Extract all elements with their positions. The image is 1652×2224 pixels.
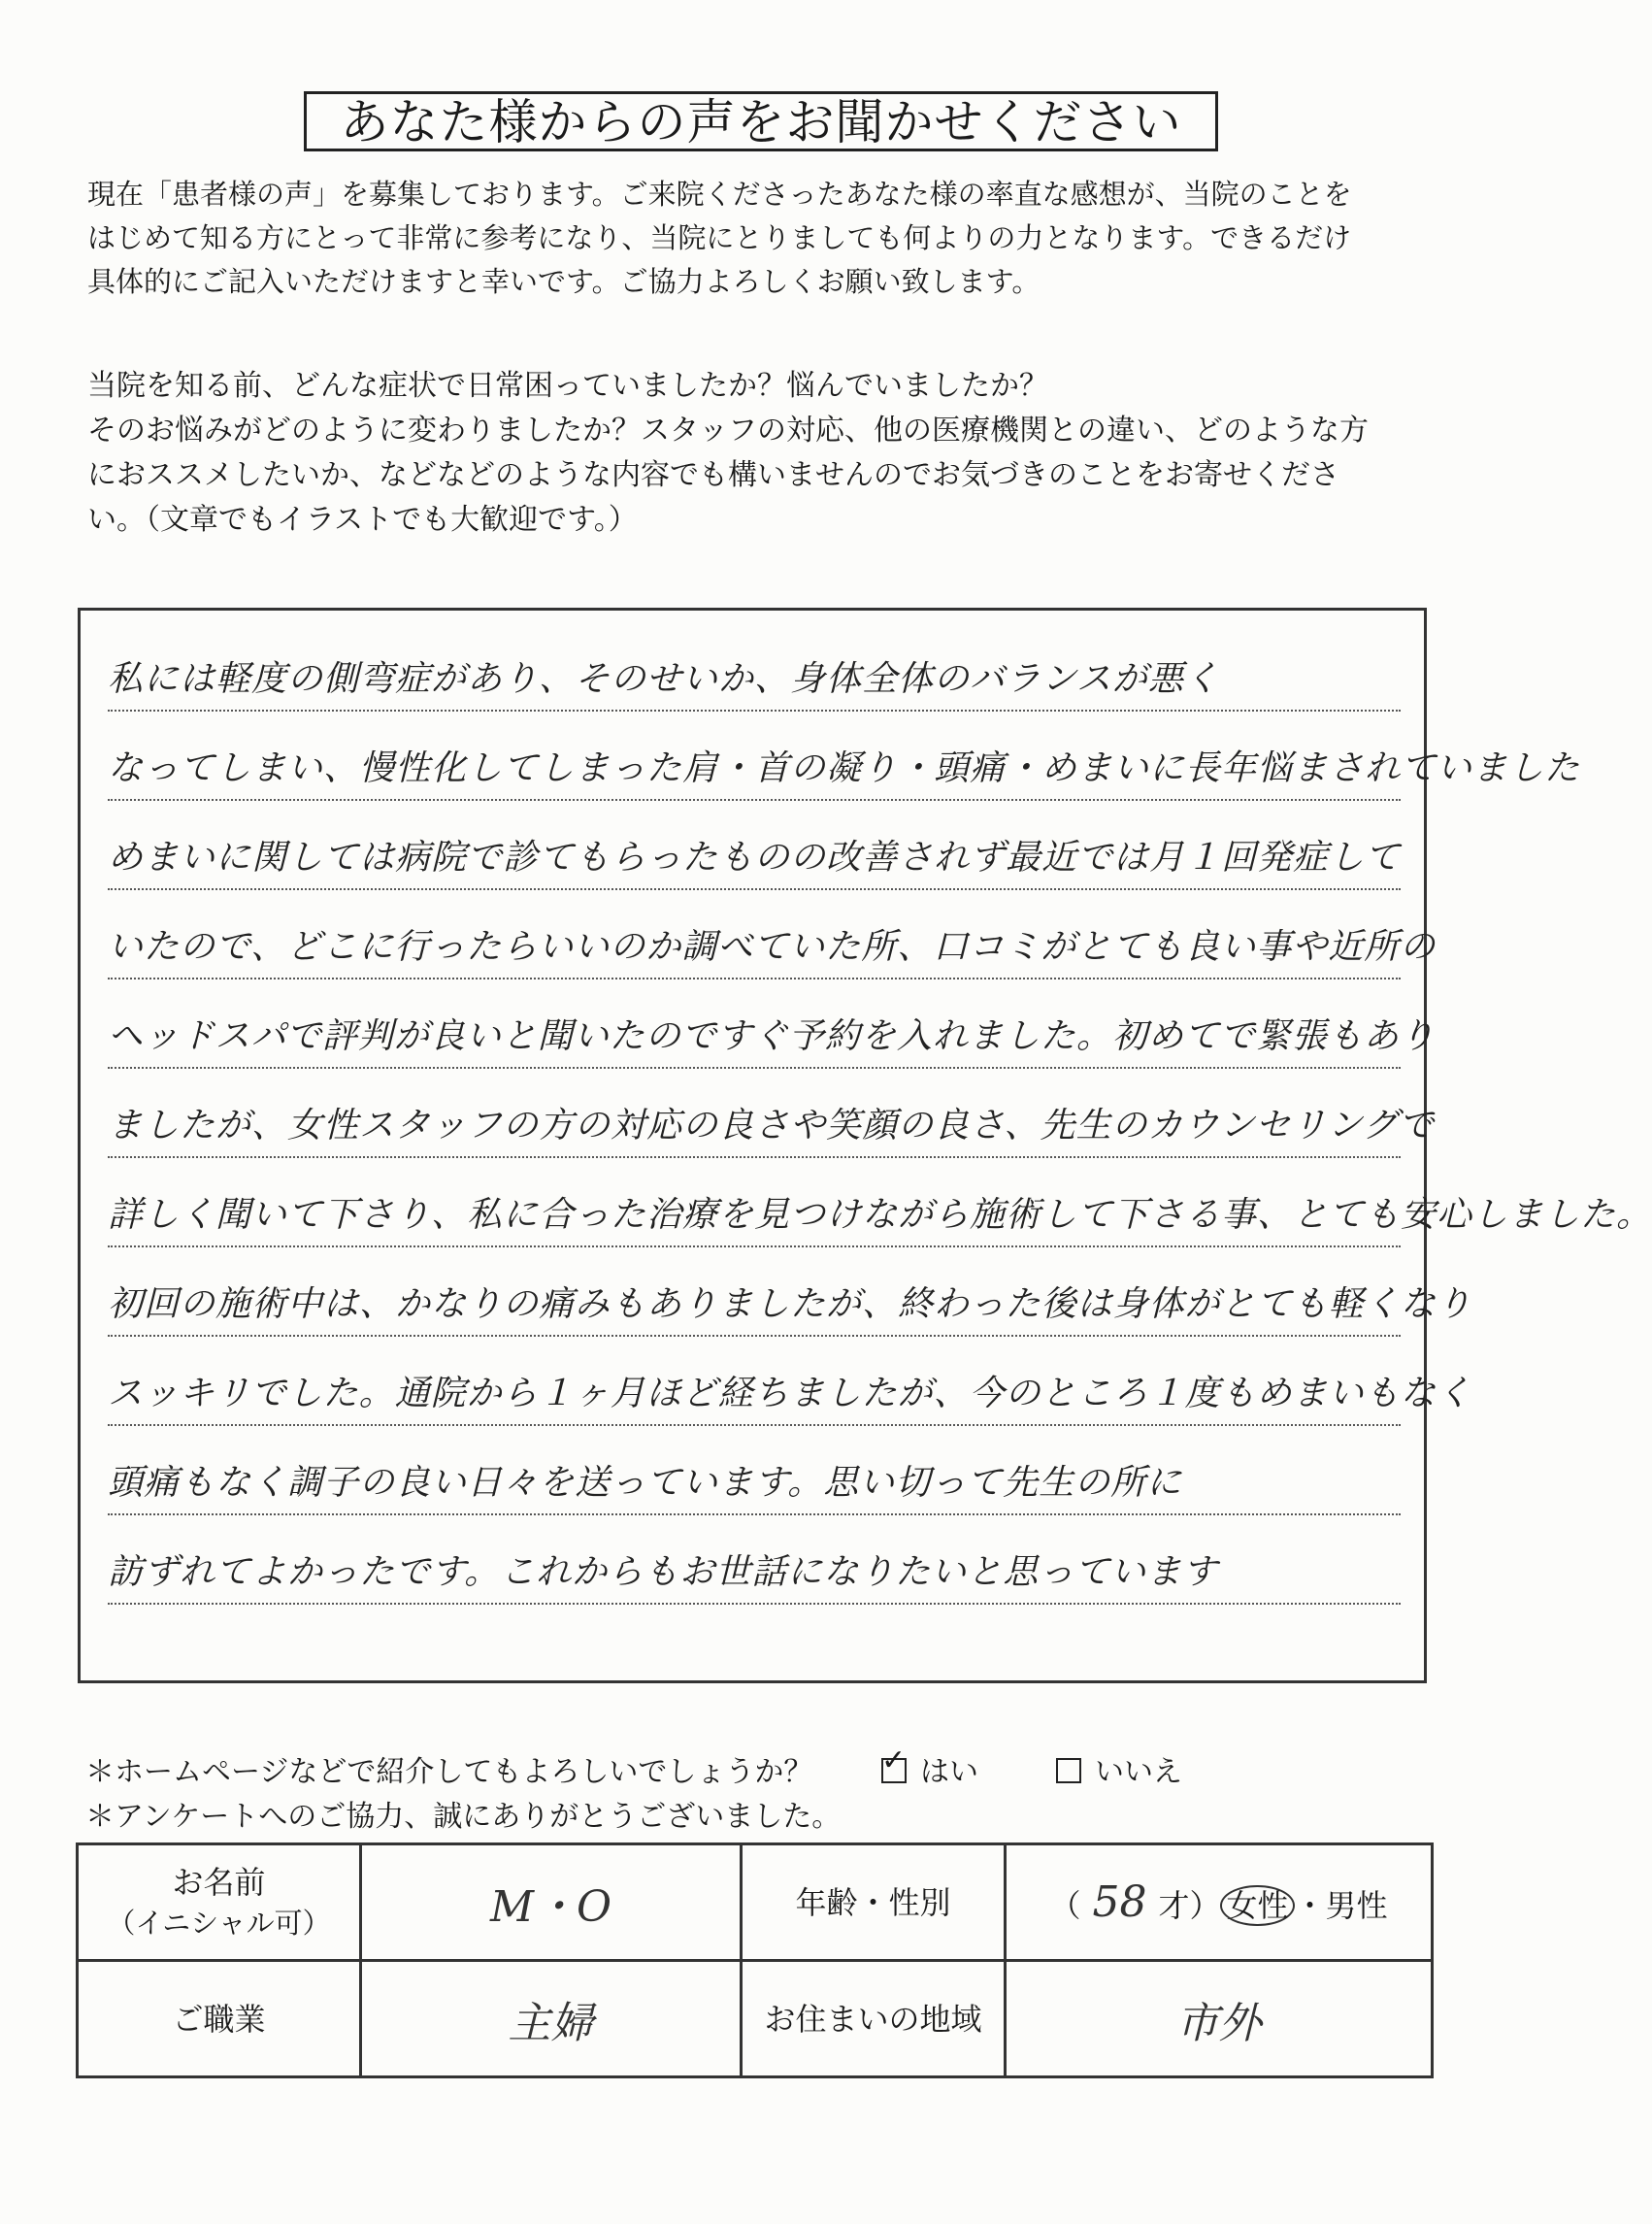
comment-line: 頭痛もなく調子の良い日々を送っています。思い切って先生の所に: [108, 1453, 1401, 1515]
name-value-cell[interactable]: [361, 1844, 742, 1961]
male-option[interactable]: 男性: [1325, 1887, 1388, 1924]
area-value-cell[interactable]: [1006, 1961, 1433, 2077]
job-label-cell: [78, 1961, 361, 2077]
consent-no-option[interactable]: [1056, 1753, 1182, 1792]
prompt-line: 当院を知る前、どんな症状で日常困っていましたか？悩んでいましたか？: [87, 369, 1048, 403]
age-value: 58: [1092, 1877, 1147, 1927]
comment-line: いたので、どこに行ったらいいのか調べていた所、口コミがとても良い事や近所の: [108, 917, 1401, 979]
area-label-cell: [742, 1961, 1006, 2077]
name-label-cell: [78, 1844, 361, 1961]
homepage-consent-question: ＊ホームページなどで紹介してもよろしいでしょうか？: [85, 1755, 813, 1789]
age-unit: 才）: [1158, 1887, 1221, 1924]
comment-line: ヘッドスパで評判が良いと聞いたのですぐ予約を入れました。初めてで緊張もあり: [108, 1007, 1401, 1069]
check-mark-icon: ✓: [881, 1743, 907, 1777]
comment-line: スッキリでした。通院から１ヶ月ほど経ちましたが、今のところ１度もめまいもなく: [108, 1364, 1401, 1426]
area-label: お住まいの地域: [764, 2000, 982, 2038]
no-label: いいえ: [1095, 1755, 1182, 1789]
consent-yes-option[interactable]: [881, 1743, 978, 1792]
age-label-cell: [742, 1844, 1006, 1961]
comment-line: 訪ずれてよかったです。これからもお世話になりたいと思っています: [108, 1543, 1401, 1605]
gender-separator: ・: [1294, 1887, 1326, 1924]
female-option[interactable]: 女性: [1220, 1885, 1294, 1926]
comment-line: なってしまい、慢性化してしまった肩・首の凝り・頭痛・めまいに長年悩まされていました: [108, 739, 1401, 801]
comment-box: [78, 608, 1652, 1683]
intro-line: 現在「患者様の声」を募集しております。ご来院くださったあなた様の率直な感想が、当院のことを: [87, 178, 1352, 211]
age-open-paren: （: [1049, 1887, 1081, 1924]
info-table: [76, 1842, 1434, 2078]
intro-text: [87, 173, 1485, 304]
comment-line: 私には軽度の側弯症があり、そのせいか、身体全体のバランスが悪く: [108, 649, 1401, 712]
page-title: あなた様からの声をお聞かせください: [304, 91, 1218, 151]
age-value-cell[interactable]: [1006, 1844, 1433, 1961]
name-sub-label: （イニシャル可）: [107, 1906, 331, 1940]
name-value: M・O: [489, 1881, 612, 1932]
area-value: 市外: [1175, 1998, 1262, 2048]
no-checkbox[interactable]: [1056, 1758, 1081, 1783]
job-label: ご職業: [172, 2000, 266, 2038]
age-label: 年齢・性別: [795, 1883, 951, 1921]
job-value: 主婦: [508, 1998, 594, 2048]
prompt-line: い。（文章でもイラストでも大歓迎です。）: [87, 503, 638, 537]
thanks-text: ＊アンケートへのご協力、誠にありがとうございました。: [85, 1800, 842, 1834]
prompt-line: そのお悩みがどのように変わりましたか？スタッフの対応、他の医療機関との違い、どのような方: [87, 414, 1369, 448]
comment-line: ましたが、女性スタッフの方の対応の良さや笑顔の良さ、先生のカウンセリングで: [108, 1096, 1401, 1158]
intro-line: 具体的にご記入いただけますと幸いです。ご協力よろしくお願い致します。: [87, 265, 1041, 298]
comment-line: 詳しく聞いて下さり、私に合った治療を見つけながら施術して下さる事、とても安心しました。: [108, 1185, 1401, 1247]
yes-label: はい: [920, 1755, 978, 1789]
comment-line: めまいに関しては病院で診てもらったものの改善されず最近では月１回発症して: [108, 828, 1401, 890]
yes-checkbox[interactable]: [881, 1743, 907, 1783]
comment-line: 初回の施術中は、かなりの痛みもありましたが、終わった後は身体がとても軽くなり: [108, 1275, 1401, 1337]
intro-line: はじめて知る方にとって非常に参考になり、当院にとりましても何よりの力となります。できるだけ: [87, 221, 1352, 254]
name-label: お名前: [172, 1863, 266, 1901]
prompt-line: におススメしたいか、などなどのような内容でも構いませんのでお気づきのことをお寄せくださ: [87, 458, 1339, 492]
prompt-text: [87, 364, 1504, 543]
job-value-cell[interactable]: [361, 1961, 742, 2077]
